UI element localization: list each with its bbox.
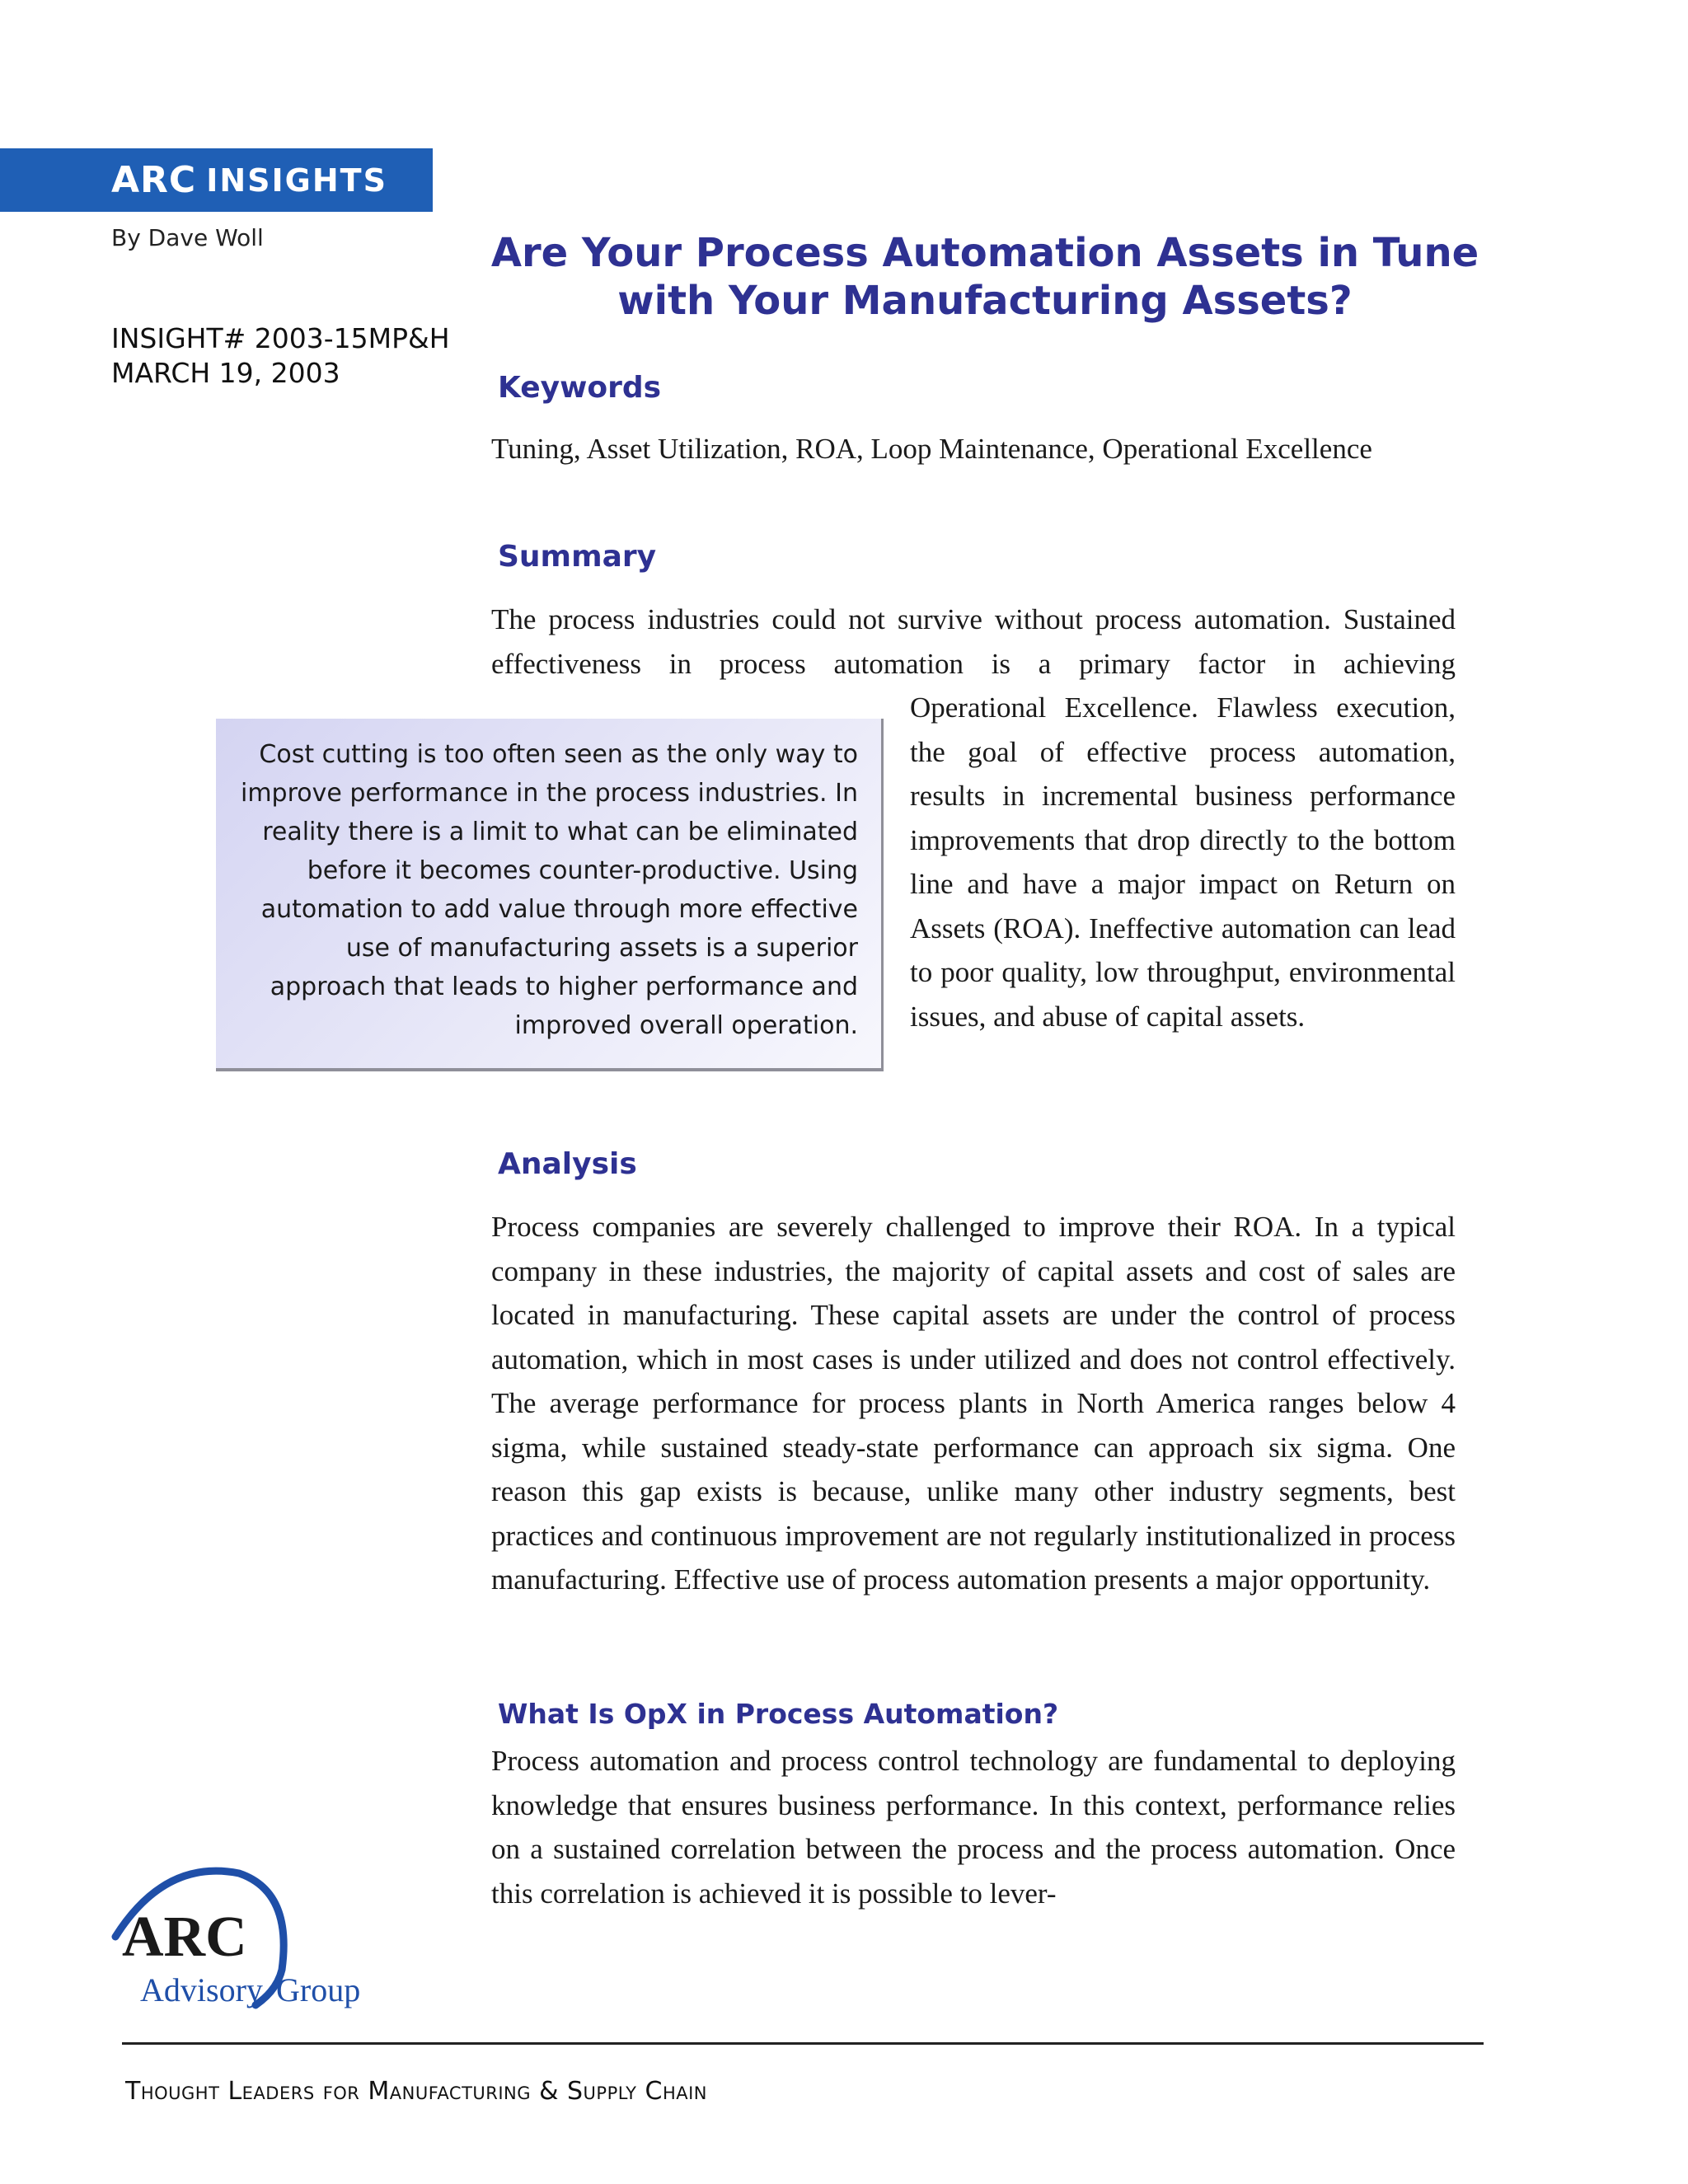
keywords-text: Tuning, Asset Utilization, ROA, Loop Maintenance, Operational Excellence bbox=[491, 433, 1372, 465]
footer-divider bbox=[122, 2042, 1484, 2045]
arc-insights-banner bbox=[0, 148, 433, 212]
analysis-text: Process companies are severely challenged to improve their ROA. In a typical company in these industries, the majority of capital assets and cost of sales are located in manufacturing. These capital assets are under the control of process automation, which in most cases is under utilized and does not control effectively. The average performance for process plants in North America ranges below 4 sigma, while sustained steady-state performance can approach six sigma. One reason this gap exists is because, unlike many other industry segments, best practices and continuous improvement are not regularly institutionalized in process manufacturing. Effective use of process automation presents a major opportunity. bbox=[491, 1211, 1456, 1596]
footer-tagline: Thought Leaders for Manufacturing & Supply Chain bbox=[125, 2077, 708, 2106]
banner-insights-text: INSIGHTS bbox=[206, 162, 387, 199]
opx-heading: What Is OpX in Process Automation? bbox=[498, 1698, 1059, 1730]
insight-meta bbox=[111, 321, 450, 391]
opx-text: Process automation and process control technology are fundamental to deploying knowledge that ensures business performance. In this context, performance relies on a sustained correlation between the process and the process automation. Once this correlation is achieved it is possible to lever- bbox=[491, 1745, 1456, 1910]
logo-advisory-text: Advisory bbox=[140, 1971, 263, 2008]
summary-text-top: The process industries could not survive without process automation. Sustained effectiveness in process automation is a primary factor in achieving bbox=[491, 603, 1456, 680]
banner-arc-text: ARC bbox=[111, 159, 197, 201]
author-byline: By Dave Woll bbox=[111, 224, 264, 251]
document-title bbox=[490, 229, 1479, 325]
insight-date: MARCH 19, 2003 bbox=[111, 357, 340, 389]
logo-arc-text: ARC bbox=[122, 1905, 247, 1969]
pull-quote-callout: Cost cutting is too often seen as the only way to improve performance in the process industries. In reality there is a limit to what can be eliminated before it becomes counter-productive. Using automation to add value through more effective use of manufacturing assets is a superior approach that leads to higher performance and improved overall operation. bbox=[216, 719, 884, 1071]
analysis-heading: Analysis bbox=[498, 1147, 637, 1181]
summary-text-side: Operational Excellence. Flawless execution, the goal of effective process automation, results in incremental business performance improvements that drop directly to the bottom line and have a major impact on Return on Assets (ROA). Ineffective automation can lead to poor quality, low throughput, environmental issues, and abuse of capital assets. bbox=[910, 691, 1456, 1033]
arc-advisory-group-logo bbox=[107, 1858, 379, 2015]
summary-heading: Summary bbox=[498, 540, 657, 574]
title-line-2: with Your Manufacturing Assets? bbox=[617, 278, 1353, 324]
title-line-1: Are Your Process Automation Assets in Tune bbox=[490, 230, 1479, 276]
logo-group-text: Group bbox=[276, 1971, 361, 2008]
insight-number: INSIGHT# 2003-15MP&H bbox=[111, 322, 450, 354]
keywords-heading: Keywords bbox=[498, 371, 662, 405]
